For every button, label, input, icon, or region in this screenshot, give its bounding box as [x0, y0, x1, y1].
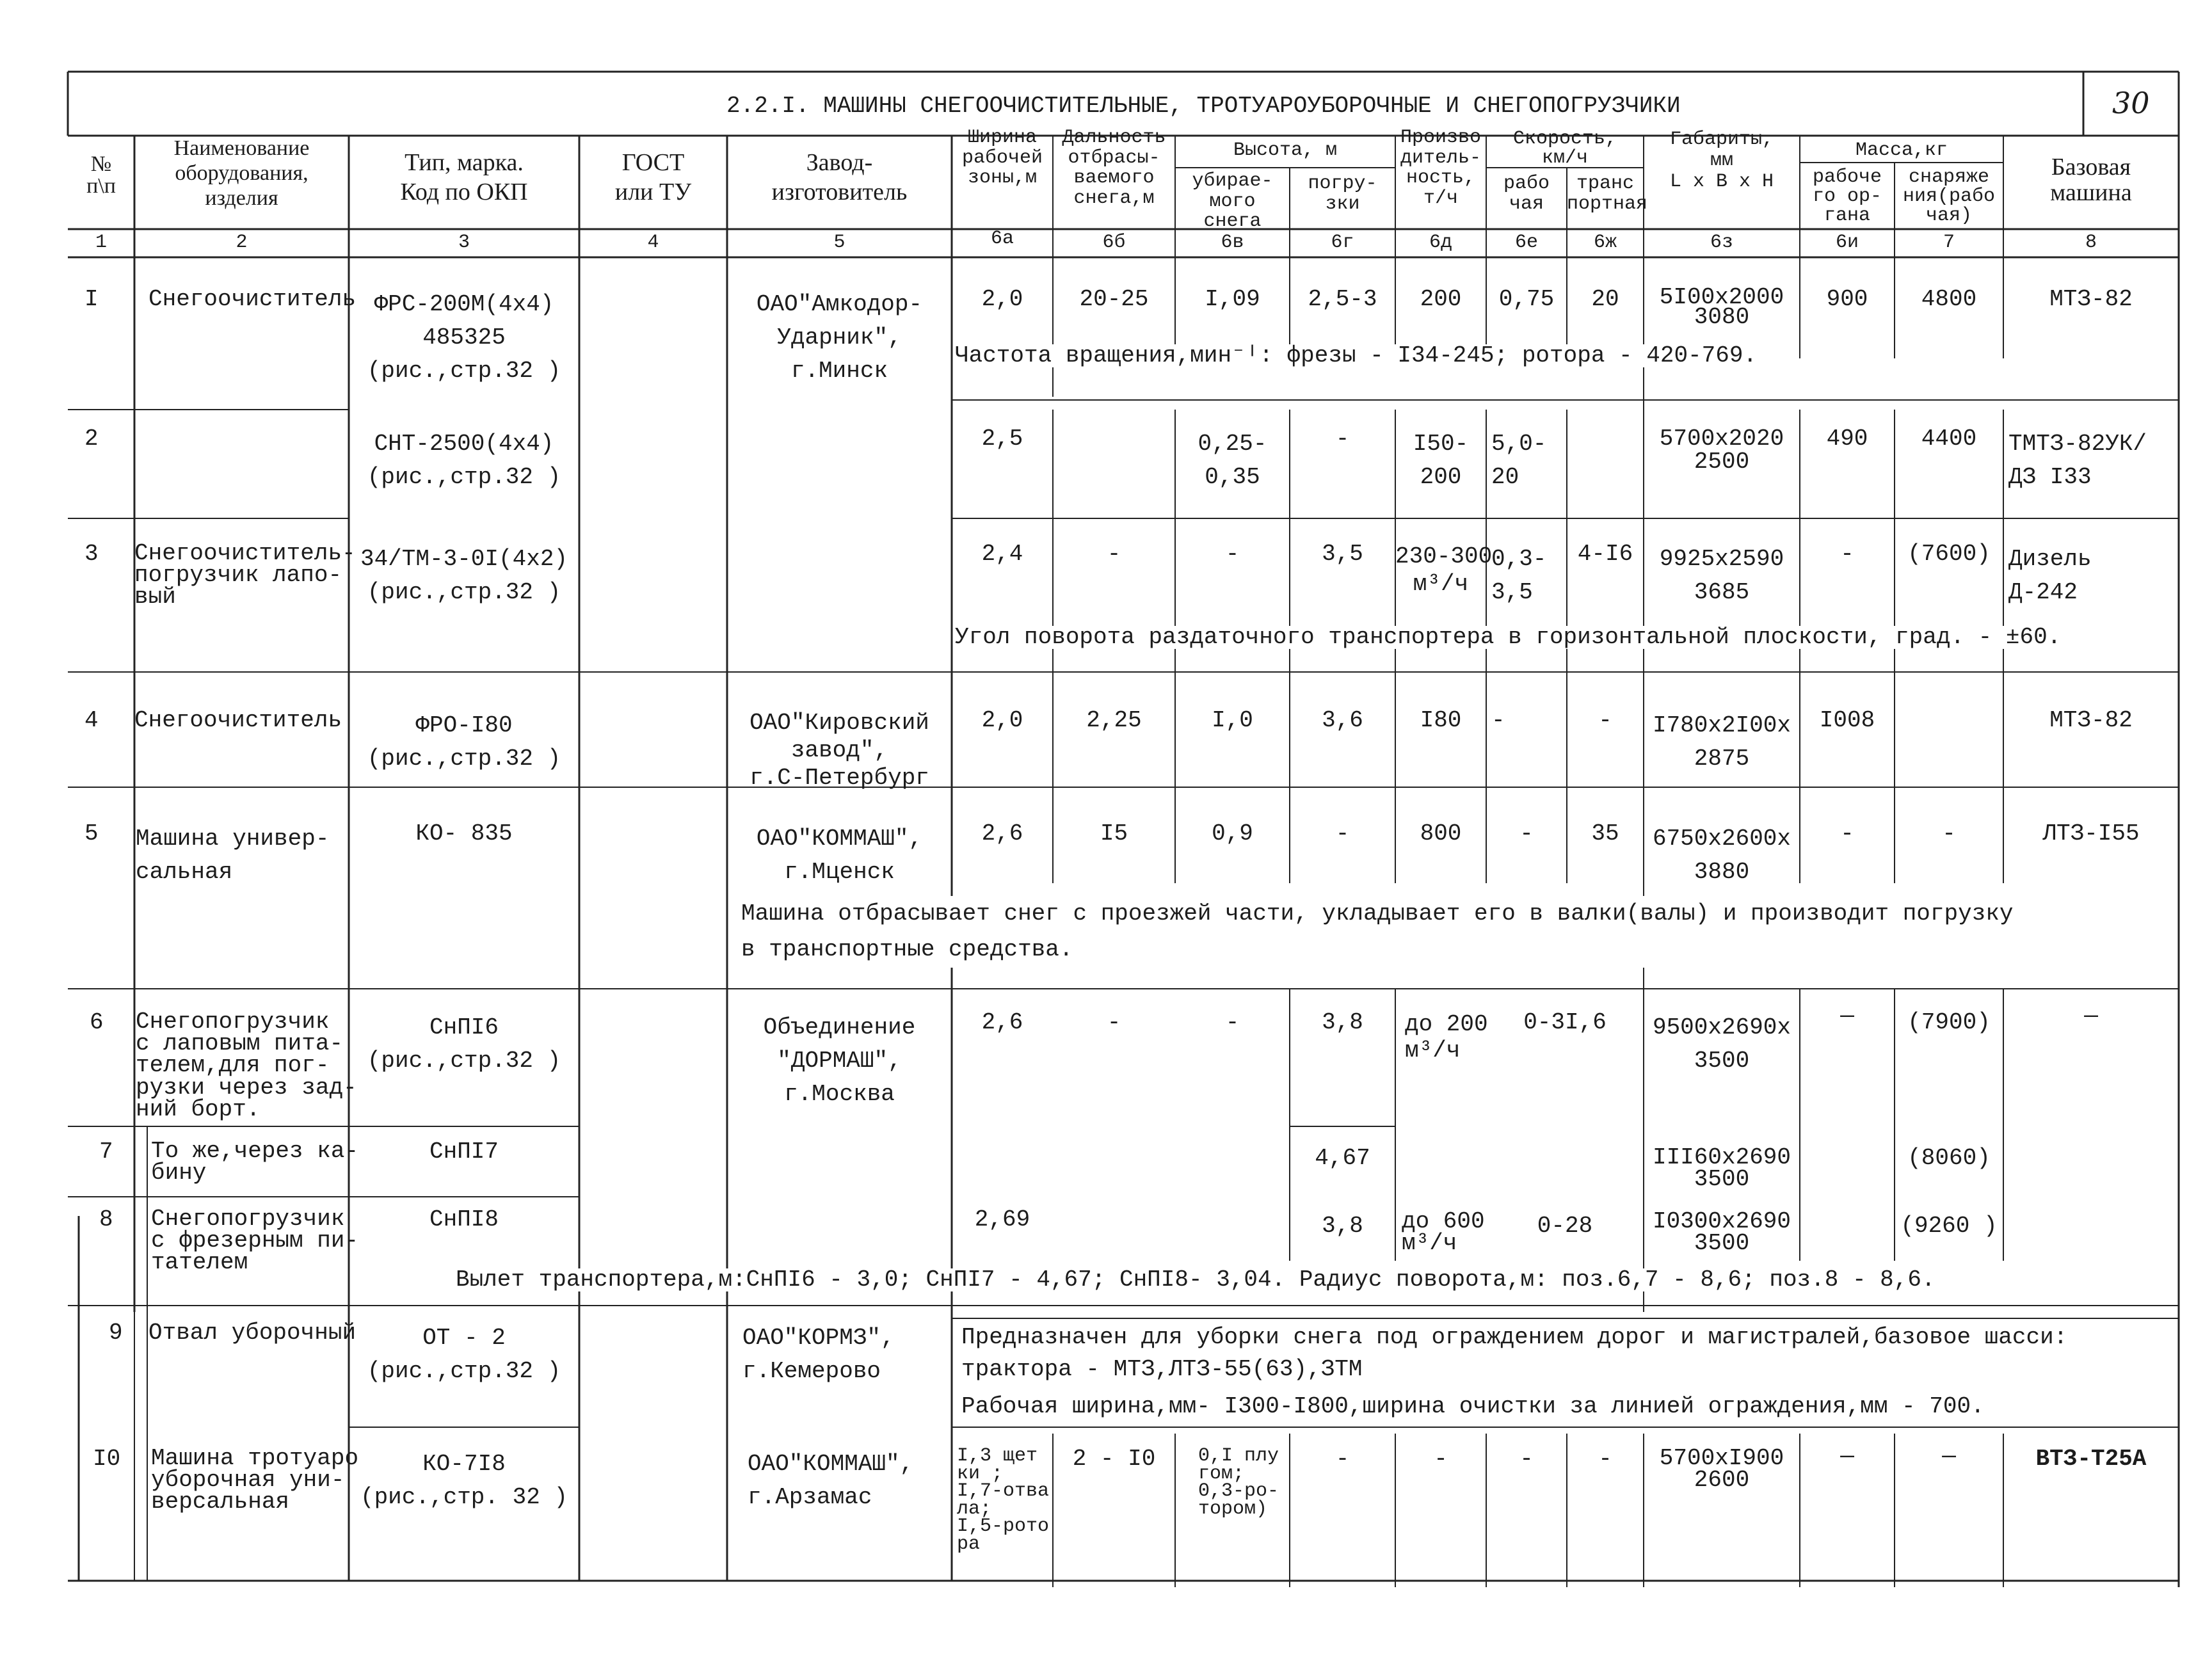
- row-v-work: 0,75: [1498, 286, 1555, 312]
- header-mass-work: рабоче го ор- гана: [1812, 166, 1882, 227]
- header-maker: Завод- изготовитель: [771, 149, 908, 205]
- row-name: Снегоочиститель: [148, 286, 357, 312]
- row-type: ФРС-200М(4х4) 485325 (рис.,стр.32 ): [367, 291, 561, 385]
- row-dims: 6750x2600x 3880: [1652, 826, 1791, 886]
- row-name: Снегопогрузчик с лаповым пита- телем,для пог- рузки через зад- ний борт.: [136, 1009, 357, 1123]
- row-dims: I0300x2690 3500: [1652, 1208, 1791, 1257]
- row-throw: 2 - I0: [1072, 1446, 1156, 1472]
- row-maker: ОАО"Кировский завод", г.С-Петербург: [749, 710, 929, 792]
- row-maker: Объединение "ДОРМАШ", г.Москва: [763, 1014, 916, 1108]
- row-h-load: 3,5: [1322, 541, 1363, 567]
- header-speed: Скорость, км/ч: [1512, 128, 1617, 169]
- header-speed-work: рабо чая: [1503, 173, 1550, 215]
- row-prod: I50- 200: [1413, 431, 1469, 491]
- row-prod: до 200 м³/ч: [1405, 1011, 1488, 1064]
- row-type: СНТ-2500(4х4) (рис.,стр.32 ): [367, 431, 561, 491]
- col-number: 6и: [1835, 232, 1859, 253]
- row-throw: I5: [1100, 820, 1128, 847]
- row-number: 5: [84, 820, 99, 847]
- header-base: Базовая машина: [2050, 154, 2132, 206]
- row-m-equip: (7900): [1907, 1009, 1991, 1035]
- header-height-remove: убирае- мого снега: [1192, 170, 1273, 232]
- row-number: 2: [84, 426, 99, 452]
- header-gost: ГОСТ или ТУ: [614, 149, 692, 205]
- row-base: Дизель Д-242: [2008, 546, 2092, 606]
- row-m-equip: -: [1942, 820, 1956, 847]
- row-m-equip: 4400: [1921, 426, 1977, 452]
- row-throw: -: [1107, 1009, 1121, 1035]
- row-type: КО- 835: [415, 820, 513, 847]
- row-v-work: -: [1491, 707, 1505, 733]
- header-height-load: погру- зки: [1308, 173, 1377, 215]
- row-m-equip: (8060): [1907, 1145, 1991, 1171]
- row-v-trans: 4-I6: [1577, 541, 1633, 567]
- col-number: 6е: [1514, 232, 1538, 253]
- row-name: Машина тротуаро уборочная уни- версальная: [151, 1445, 359, 1515]
- col-number: 8: [2085, 232, 2097, 253]
- row-prod: 800: [1420, 820, 1462, 847]
- row-prod: I80: [1420, 707, 1462, 733]
- col-number: 6ж: [1593, 232, 1617, 253]
- row-width: 2,6: [981, 820, 1023, 847]
- row-h-remove: -: [1225, 1009, 1240, 1035]
- row-note: трактора - МТЗ,ЛТЗ-55(63),ЗТМ: [961, 1356, 1363, 1382]
- row-dims: 5700xI900 2600: [1659, 1445, 1784, 1494]
- row-note: Угол поворота раздаточного транспортера в горизонтальной плоскости, град. - ±60.: [955, 624, 2062, 650]
- row-h-load: -: [1335, 426, 1350, 452]
- row-name: Снегопогрузчик с фрезерным пи- тателем: [151, 1206, 359, 1276]
- row-number: I0: [93, 1446, 121, 1472]
- row-name: Снегоочиститель- погрузчик лапо- вый: [134, 540, 356, 611]
- row-throw: 2,25: [1086, 707, 1142, 733]
- row-dims: I780x2I00x 2875: [1652, 712, 1791, 772]
- row-width: 2,4: [981, 541, 1023, 567]
- row-m-work: —: [1840, 1443, 1854, 1469]
- col-number: 2: [236, 232, 248, 253]
- row-h-remove: 0,I плу гом; 0,3-ро- тором): [1198, 1445, 1279, 1520]
- col-number: 5: [833, 232, 846, 253]
- row-note: Рабочая ширина,мм- I300-I800,ширина очистки за линией ограждения,мм - 700.: [961, 1393, 1985, 1419]
- row-base: ТМТЗ-82УК/ ДЗ I33: [2008, 431, 2147, 491]
- row-prod: до 600 м³/ч: [1402, 1208, 1485, 1257]
- row-number: 8: [99, 1206, 113, 1233]
- row-base: ВТЗ-Т25А: [2035, 1446, 2147, 1472]
- row-type: КО-7I8 (рис.,стр. 32 ): [360, 1451, 568, 1511]
- row-width: I,3 щет ки ; I,7-отва ла; I,5-рото ра: [957, 1445, 1050, 1555]
- col-number: 7: [1943, 232, 1955, 253]
- row-v-trans: -: [1598, 1446, 1612, 1472]
- row-type: СнПI8: [429, 1206, 499, 1233]
- row-base: МТЗ-82: [2049, 707, 2133, 733]
- row-speed: 0-28: [1537, 1213, 1593, 1239]
- row-m-work: I008: [1819, 707, 1875, 733]
- row-width: 2,0: [981, 286, 1023, 312]
- row-name: Снегоочиститель: [134, 707, 342, 733]
- row-prod: 200: [1420, 286, 1462, 312]
- row-h-remove: -: [1225, 541, 1240, 567]
- col-number: 6г: [1331, 232, 1354, 253]
- row-maker: ОАО"КОРМЗ", г.Кемерово: [742, 1325, 895, 1385]
- row-dims: III60x2690 3500: [1652, 1144, 1791, 1193]
- row-v-trans: -: [1598, 707, 1612, 733]
- row-h-load: 3,8: [1322, 1009, 1363, 1035]
- row-width: 2,5: [981, 426, 1023, 452]
- row-base: МТЗ-82: [2049, 286, 2133, 312]
- row-m-equip: (9260 ): [1900, 1213, 1998, 1239]
- row-m-work: —: [1840, 1003, 1854, 1029]
- row-h-remove: I,09: [1205, 286, 1260, 312]
- header-dims: Габариты, мм L x B x H: [1669, 129, 1774, 193]
- row-v-trans: 20: [1591, 286, 1619, 312]
- row-prod: 230-300 м³/ч: [1395, 543, 1493, 598]
- col-number: 6в: [1221, 232, 1244, 253]
- row-base: —: [2084, 1003, 2098, 1029]
- row-type: ФРО-I80 (рис.,стр.32 ): [367, 712, 561, 772]
- col-number: 3: [458, 232, 470, 253]
- row-number: I: [84, 286, 99, 312]
- row-type: СнПI7: [429, 1139, 499, 1165]
- header-mass-equip: снаряже ния(рабо чая): [1902, 166, 1996, 227]
- row-throw: 20-25: [1079, 286, 1149, 312]
- row-note: Частота вращения,мин⁻ᴵ: фрезы - I34-245; ротора - 420-769.: [955, 342, 1758, 369]
- row-h-remove: 0,25- 0,35: [1198, 431, 1267, 491]
- row-type: ОТ - 2 (рис.,стр.32 ): [367, 1325, 561, 1385]
- row-number: 9: [109, 1320, 123, 1346]
- row-maker: ОАО"КОММАШ", г.Арзамас: [748, 1451, 914, 1511]
- row-maker: ОАО"Амкодор- Ударник", г.Минск: [756, 291, 923, 385]
- row-h-load: 4,67: [1315, 1145, 1370, 1171]
- row-m-equip: (7600): [1907, 541, 1991, 567]
- row-dims: 9500x2690x 3500: [1652, 1014, 1791, 1075]
- row-throw: -: [1107, 541, 1121, 567]
- row-speed: 0-3I,6: [1523, 1009, 1607, 1035]
- row-name: Отвал уборочный: [148, 1320, 357, 1346]
- row-dims: 5700x2020 2500: [1659, 426, 1784, 475]
- row-h-load: 3,8: [1322, 1213, 1363, 1239]
- row-number: 3: [84, 541, 99, 567]
- row-m-work: -: [1840, 820, 1854, 847]
- row-name: Машина универ- сальная: [136, 826, 330, 886]
- row-v-trans: 35: [1591, 820, 1619, 847]
- header-height: Высота, м: [1233, 140, 1338, 161]
- row-width: 2,0: [981, 707, 1023, 733]
- row-v-work: 0,3- 3,5: [1491, 546, 1547, 606]
- row-m-work: 900: [1826, 286, 1868, 312]
- row-m-equip: 4800: [1921, 286, 1977, 312]
- page-number: 30: [2112, 86, 2150, 120]
- row-maker: ОАО"КОММАШ", г.Мценск: [756, 826, 923, 886]
- table-title: 2.2.I. МАШИНЫ СНЕГООЧИСТИТЕЛЬНЫЕ, ТРОТУАРОУБОРОЧНЫЕ И СНЕГОПОГРУЗЧИКИ: [726, 93, 1681, 119]
- row-m-work: 490: [1826, 426, 1868, 452]
- col-number: 6д: [1429, 232, 1452, 253]
- col-number: 6а: [990, 228, 1014, 250]
- row-base: ЛТЗ-I55: [2042, 820, 2140, 847]
- col-number: 1: [95, 232, 107, 253]
- col-number: 4: [647, 232, 659, 253]
- row-h-load: 2,5-3: [1308, 286, 1377, 312]
- row-h-remove: 0,9: [1212, 820, 1253, 847]
- row-v-work: -: [1519, 820, 1534, 847]
- header-name: Наименование оборудования, изделия: [173, 136, 310, 211]
- row-note: Машина отбрасывает снег с проезжей части, укладывает его в валки(валы) и производит погрузку в транспортные средства.: [741, 896, 2014, 968]
- row-type: 34/ТМ-3-0I(4х2) (рис.,стр.32 ): [360, 546, 568, 606]
- row-m-equip: —: [1942, 1443, 1956, 1469]
- header-mass: Масса,кг: [1855, 140, 1948, 161]
- row-h-load: 3,6: [1322, 707, 1363, 733]
- row-number: 4: [84, 707, 99, 733]
- row-number: 6: [90, 1009, 104, 1035]
- col-number: 6з: [1710, 232, 1733, 253]
- row-width: 2,6: [981, 1009, 1023, 1035]
- header-throw: Дальность отбрасы- ваемого снега,м: [1062, 127, 1166, 209]
- header-no: № п\п: [86, 152, 116, 198]
- row-type: СнПI6 (рис.,стр.32 ): [367, 1014, 561, 1075]
- row-m-work: -: [1840, 541, 1854, 567]
- header-productivity: Произво дитель- ность, т/ч: [1400, 127, 1482, 209]
- row-h-remove: I,0: [1212, 707, 1253, 733]
- row-prod: -: [1434, 1446, 1448, 1472]
- header-speed-transport: транс портная: [1567, 173, 1648, 215]
- row-v-work: -: [1519, 1446, 1534, 1472]
- row-width: 2,69: [974, 1206, 1030, 1233]
- row-dims: 9925x2590 3685: [1659, 546, 1784, 606]
- row-v-work: 5,0- 20: [1491, 431, 1547, 491]
- row-number: 7: [99, 1139, 113, 1165]
- row-h-load: -: [1335, 1446, 1350, 1472]
- row-note: Предназначен для уборки снега под ограждением дорог и магистралей,базовое шасси:: [961, 1324, 2068, 1350]
- row-note: Вылет транспортера,м:СнПI6 - 3,0; СнПI7 - 4,67; СнПI8- 3,04. Радиус поворота,м: поз.6,7 - 8,6; поз.8 - 8,6.: [456, 1267, 1936, 1293]
- header-width: Ширина рабочей зоны,м: [961, 127, 1043, 189]
- row-name: То же,через ка- бину: [151, 1138, 359, 1187]
- header-type: Тип, марка. Код по ОКП: [400, 149, 528, 205]
- row-h-load: -: [1335, 820, 1350, 847]
- col-number: 6б: [1102, 232, 1126, 253]
- row-dims: 5I00x2000 3080: [1659, 284, 1784, 330]
